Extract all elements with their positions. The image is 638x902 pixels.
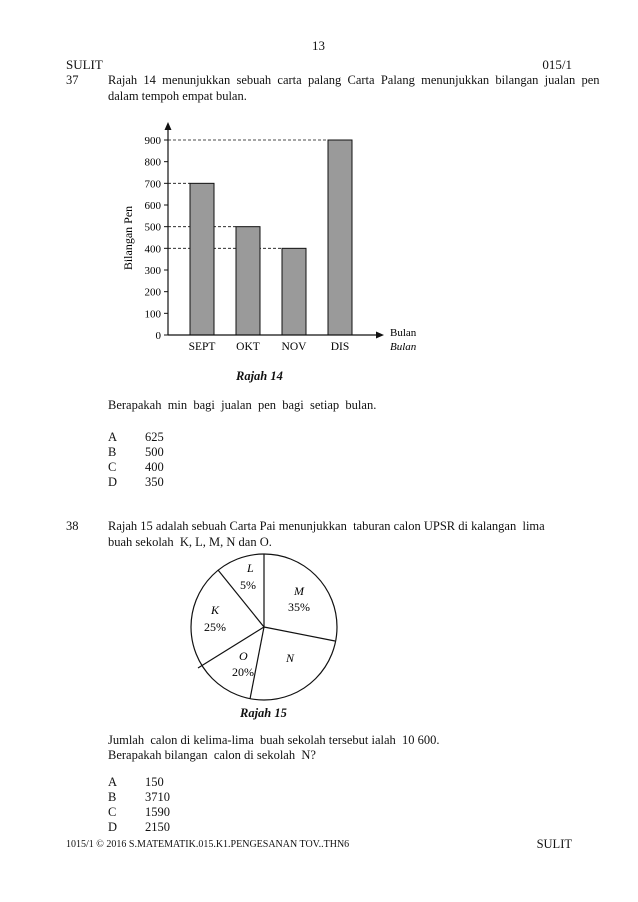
q37-number: 37 bbox=[66, 73, 79, 87]
y-tick-label: 700 bbox=[144, 178, 161, 191]
bar bbox=[328, 140, 352, 335]
y-tick-label: 400 bbox=[144, 243, 161, 256]
pie-slice-label-m: M bbox=[294, 584, 304, 598]
page-number: 13 bbox=[312, 38, 325, 53]
q38-option-letter: D bbox=[108, 820, 118, 834]
x-axis-arrow bbox=[376, 332, 384, 339]
y-tick-label: 0 bbox=[155, 330, 161, 342]
q37-option-letter: A bbox=[108, 430, 118, 444]
y-tick-label: 200 bbox=[144, 286, 161, 299]
y-tick-label: 600 bbox=[144, 200, 161, 212]
pie-slice-percent-o: 20% bbox=[232, 665, 254, 679]
q37-option-value: 400 bbox=[145, 460, 164, 474]
y-tick-label: 300 bbox=[144, 265, 161, 277]
q38-number: 38 bbox=[66, 519, 79, 533]
q38-text-line1: Rajah 15 adalah sebuah Carta Pai menunjukkan taburan calon UPSR di kalangan lima bbox=[108, 519, 545, 533]
y-tick-label: 900 bbox=[144, 135, 161, 147]
q37-text-line2: dalam tempoh empat bulan. bbox=[108, 89, 247, 103]
y-tick-label: 500 bbox=[144, 221, 161, 234]
bars bbox=[190, 140, 352, 335]
bar bbox=[190, 183, 214, 335]
q38-option-value: 1590 bbox=[145, 805, 170, 819]
pie-slice-percent-k: 25% bbox=[204, 620, 226, 634]
x-axis-label-italic: Bulan bbox=[390, 341, 417, 353]
q37-option-value: 500 bbox=[145, 445, 164, 459]
header-left: SULIT bbox=[66, 57, 103, 72]
q37-option-letter: D bbox=[108, 475, 118, 489]
header-right: 015/1 bbox=[542, 57, 572, 72]
q37-option-letter: C bbox=[108, 460, 117, 474]
y-axis-label: Bilangan Pen bbox=[121, 205, 135, 271]
q37-caption: Rajah 14 bbox=[236, 369, 283, 383]
y-tick-labels bbox=[145, 135, 162, 342]
x-tick-labels bbox=[189, 341, 350, 353]
y-tick-label: 800 bbox=[144, 156, 161, 169]
q37-option-value: 625 bbox=[145, 430, 164, 444]
q38-question: Berapakah bilangan calon di sekolah N? bbox=[108, 748, 316, 762]
q38-option-letter: C bbox=[108, 805, 117, 819]
q37-question: Berapakah min bagi jualan pen bagi setiap bulan. bbox=[108, 398, 377, 412]
q37-option-value: 350 bbox=[145, 475, 164, 489]
pie-chart bbox=[190, 550, 340, 704]
q38-statement: Jumlah calon di kelima-lima buah sekolah tersebut ialah 10 600. bbox=[108, 733, 440, 747]
x-tick-label: NOV bbox=[281, 341, 307, 353]
bar bbox=[236, 227, 260, 335]
q38-option-value: 3710 bbox=[145, 790, 170, 804]
q38-caption: Rajah 15 bbox=[240, 706, 287, 720]
x-tick-label: DIS bbox=[330, 341, 350, 353]
x-tick-label: OKT bbox=[236, 341, 260, 353]
q38-option-letter: B bbox=[108, 790, 117, 804]
x-axis-label: Bulan bbox=[390, 327, 417, 339]
q38-option-value: 2150 bbox=[145, 820, 170, 834]
pie-slice-percent-l: 5% bbox=[240, 578, 256, 592]
x-tick-label: SEPT bbox=[188, 341, 216, 353]
bar-chart bbox=[110, 120, 450, 370]
footer-left: 1015/1 © 2016 S.MATEMATIK.015.K1.PENGESANAN TOV..THN6 bbox=[66, 839, 350, 850]
q38-option-letter: A bbox=[108, 775, 118, 789]
pie-slice-label-l: L bbox=[247, 561, 254, 575]
pie-slice-label-k: K bbox=[211, 603, 220, 617]
pie-slice-label-n: N bbox=[286, 651, 295, 665]
y-tick-label: 100 bbox=[144, 308, 161, 321]
footer-right: SULIT bbox=[536, 837, 572, 851]
pie-slice-percent-m: 35% bbox=[288, 600, 310, 614]
q38-text-line2: buah sekolah K, L, M, N dan O. bbox=[108, 535, 272, 549]
q37-option-letter: B bbox=[108, 445, 117, 459]
bar bbox=[282, 248, 306, 335]
pie-slice-label-o: O bbox=[239, 649, 248, 663]
q37-text-line1: Rajah 14 menunjukkan sebuah carta palang Carta Palang menunjukkan bilangan jualan pen bbox=[108, 73, 600, 87]
y-axis-arrow bbox=[165, 122, 172, 130]
q38-option-value: 150 bbox=[145, 775, 164, 789]
